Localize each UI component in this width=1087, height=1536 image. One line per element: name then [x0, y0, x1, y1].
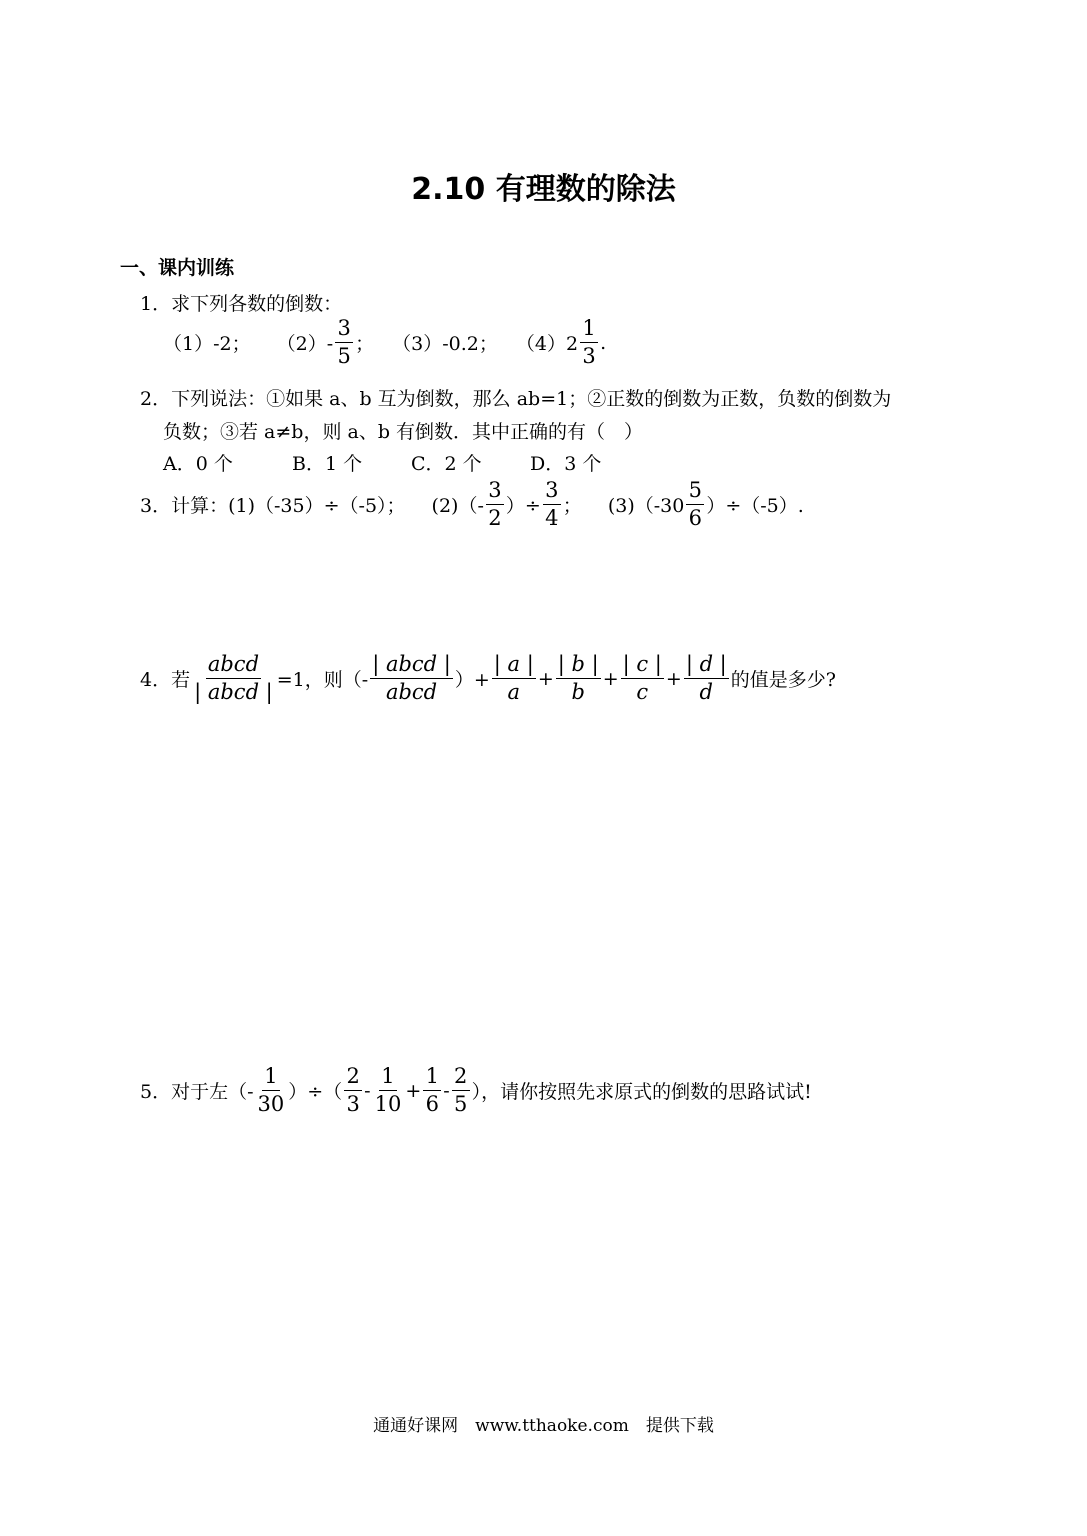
- q3-part-2-prefix: (2)（-: [431, 495, 484, 517]
- q3-part-2-fraction-1: $\frac{3}{2}$: [486, 480, 504, 529]
- q4-suffix: 的值是多少?: [730, 669, 836, 691]
- q2-option-d: D．3 个: [530, 453, 602, 475]
- q5-fraction-5: $\frac{2}{5}$: [452, 1066, 470, 1115]
- q5-fraction-4: $\frac{1}{6}$: [423, 1066, 441, 1115]
- q2-option-c: C．2 个: [411, 453, 482, 475]
- q3-part-2-fraction-2: $\frac{3}{4}$: [543, 480, 561, 529]
- q1-item-4-prefix: （4）2: [515, 333, 579, 355]
- q5-suffix: ），请你按照先求原式的倒数的思路试试!: [471, 1081, 812, 1103]
- page-footer: 通通好课网 www.tthaoke.com 提供下载: [373, 1416, 714, 1436]
- q1-stem: 1．求下列各数的倒数：: [140, 293, 343, 315]
- q1-items: （1）-2； （2）- $\frac{3}{5}$ ； （3）-0.2； （4）2 $\frac{1}{3}$ .: [163, 316, 607, 368]
- q1-item-3: （3）-0.2；: [392, 333, 498, 355]
- q5-fraction-1: $\frac{1}{30}$: [257, 1064, 285, 1116]
- q5-fraction-2: $\frac{2}{3}$: [344, 1066, 362, 1115]
- q5-line: 5．对于左（- $\frac{1}{30}$ ）÷（ $\frac{2}{3}$ - $\frac{1}{10}$ + $\frac{1}{6}$ - $\frac{2}{5}$ ），请你按照先求原式的倒数的思路试试!: [140, 1064, 812, 1116]
- q4-fraction-a: $\frac{| a |}{a}$: [493, 652, 534, 704]
- q3-part-3-fraction: $\frac{5}{6}$: [686, 480, 704, 529]
- q4-fraction-c: $\frac{| c |}{c}$: [622, 652, 662, 704]
- q5-fraction-3: $\frac{1}{10}$: [374, 1064, 402, 1116]
- q4-line: 4．若 $\frac{\text{abcd}}{\text{| abcd |}}$ =1，则（- $\frac{\text{| abcd |}}{\text{abcd}}$ ）+ $\frac{| a |}{a}$ + $\frac{| b |}{b}$ + $\frac{| c |}{c}$ + $\frac{| d |}{d}$ 的值是多少?: [140, 652, 836, 704]
- q2-line-1: 2．下列说法：①如果 a、b 互为倒数，那么 ab=1；②正数的倒数为正数，负数的倒数为: [140, 388, 892, 410]
- q2-line-2: 负数；③若 a≠b，则 a、b 有倒数．其中正确的有（ ）: [163, 421, 644, 443]
- q1-item-2-fraction: $\frac{3}{5}$: [335, 318, 353, 367]
- q3-part-1: 3．计算：(1)（-35）÷（-5）；: [140, 495, 406, 517]
- section-heading: 一、课内训练: [120, 257, 235, 279]
- q5-prefix: 5．对于左（-: [140, 1081, 254, 1103]
- q4-prefix: 4．若: [140, 669, 191, 691]
- q4-fraction-2: $\frac{\text{| abcd |}}{\text{abcd}}$: [372, 652, 451, 704]
- q4-fraction-1: $\frac{\text{abcd}}{\text{| abcd |}}$: [194, 652, 273, 704]
- q2-option-b: B．1 个: [292, 453, 363, 475]
- q4-fraction-b: $\frac{| b |}{b}$: [557, 652, 599, 704]
- q3-part-3-prefix: (3)（-30: [607, 495, 685, 517]
- q3-line: 3．计算：(1)（-35）÷（-5）； (2)（- $\frac{3}{2}$ ）÷ $\frac{3}{4}$ ； (3)（-30 $\frac{5}{6}$ ）÷（-5）.: [140, 478, 804, 530]
- q1-item-4-fraction: $\frac{1}{3}$: [580, 318, 598, 367]
- q2-option-a: A．0 个: [163, 453, 233, 475]
- page-title: 2.10 有理数的除法: [411, 172, 676, 207]
- q1-item-2-prefix: （2）-: [276, 333, 334, 355]
- q1-item-1: （1）-2；: [163, 333, 251, 355]
- q4-fraction-d: $\frac{| d |}{d}$: [685, 652, 727, 704]
